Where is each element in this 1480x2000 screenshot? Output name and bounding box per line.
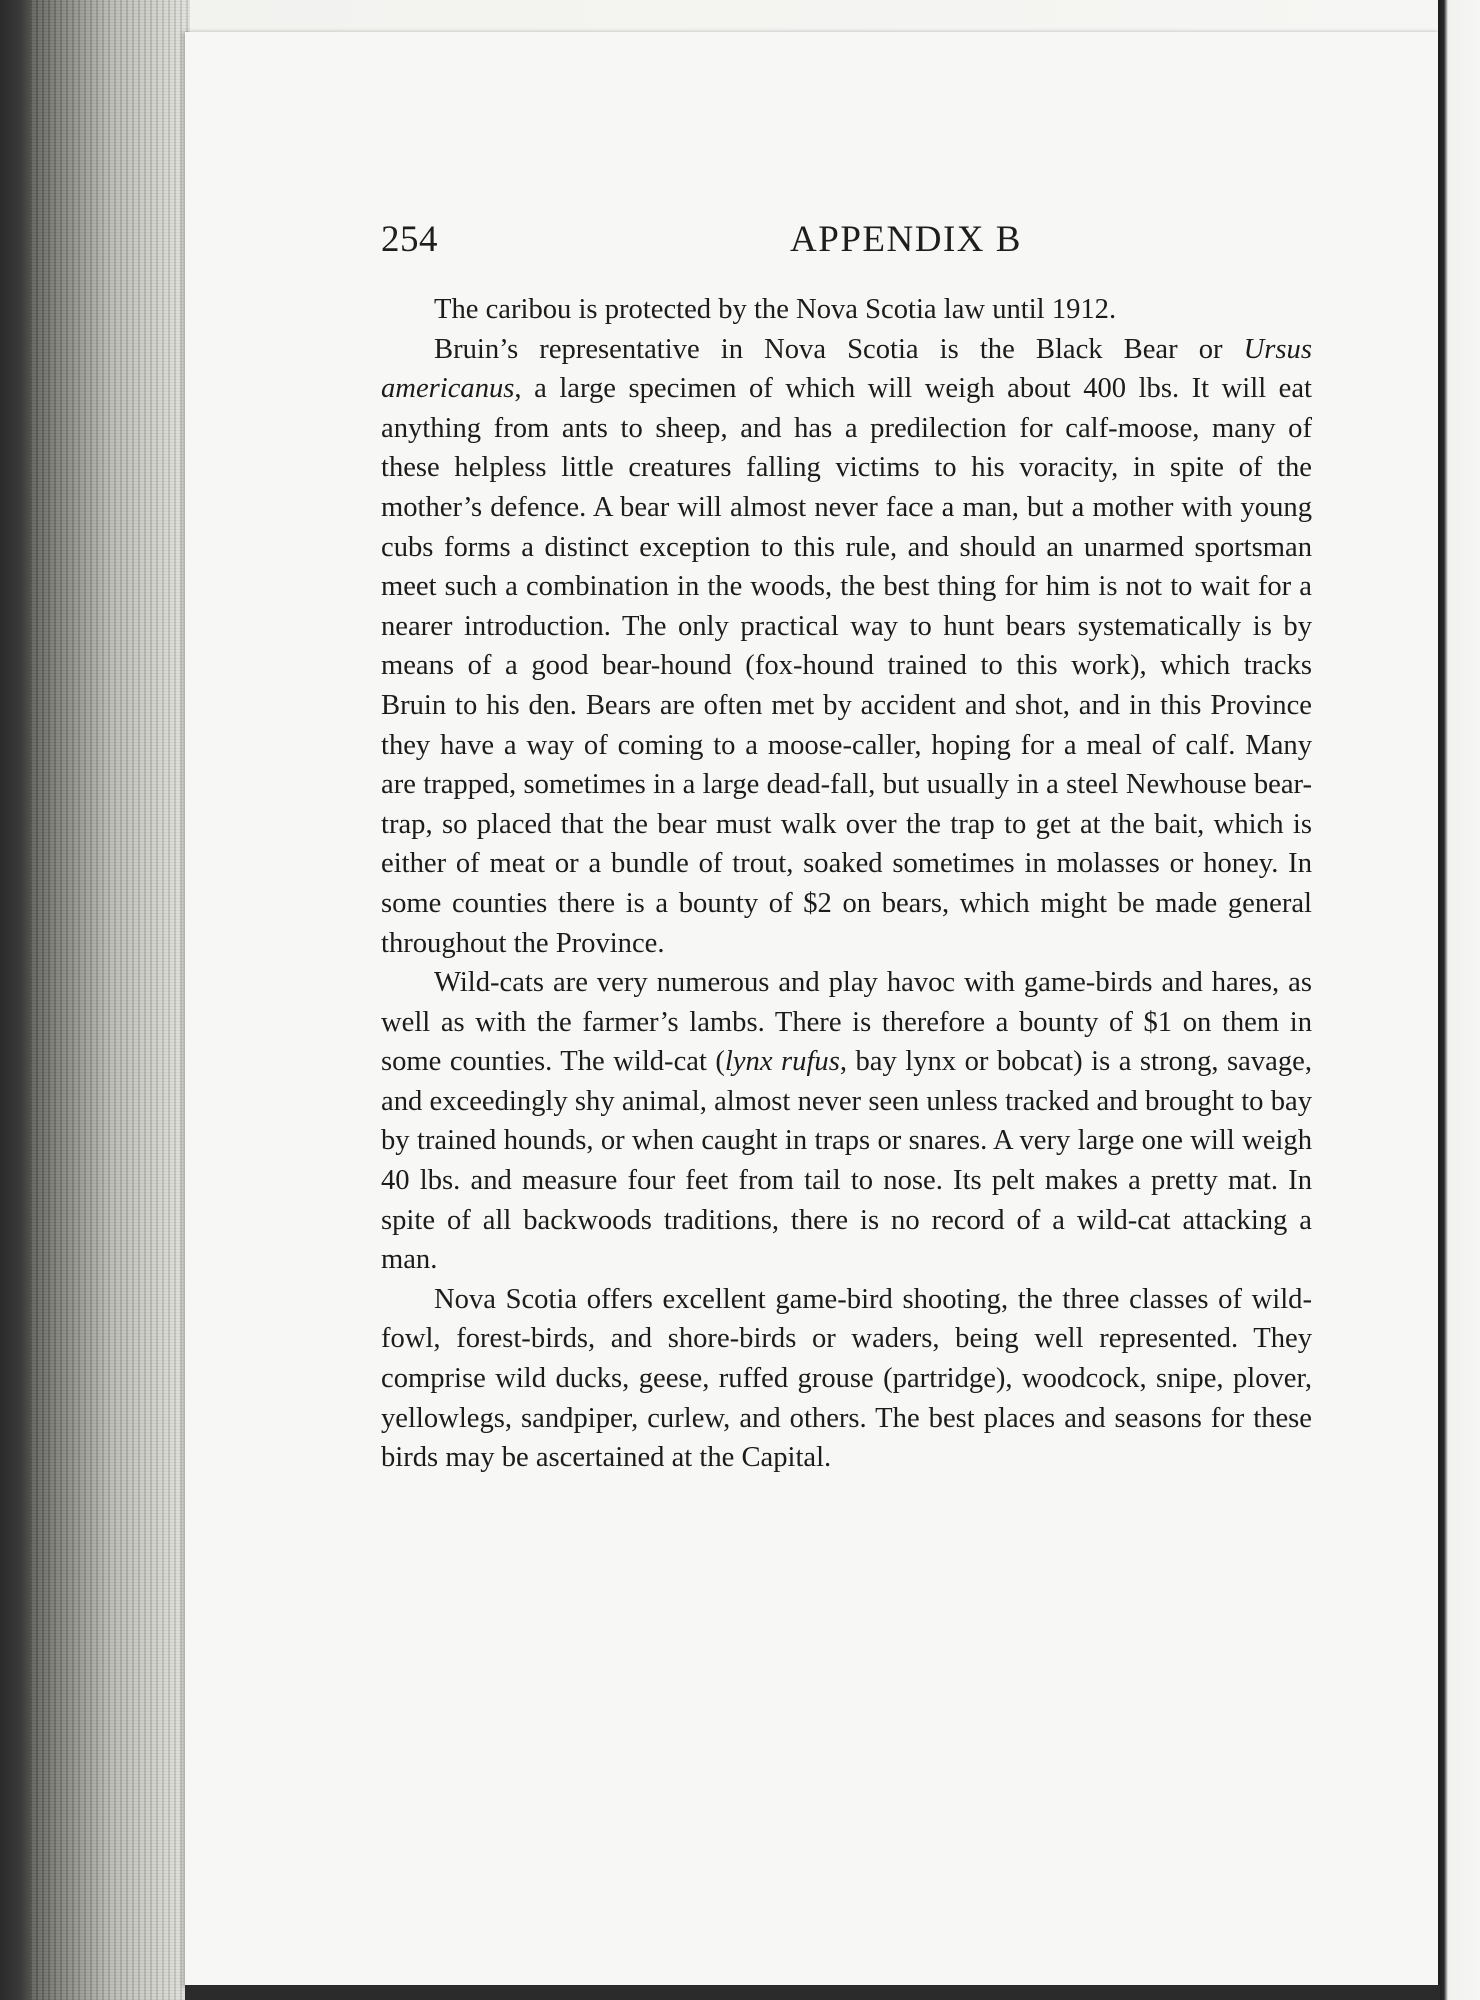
paragraph <box>381 290 1312 330</box>
page-gutter-right <box>1438 0 1480 2000</box>
text-segment: Bruin’s representative in Nova Scotia is the Black Bear or <box>434 333 1244 365</box>
text-segment: , a large specimen of which will weigh about 400 lbs. It will eat anything from ants to sheep, and has a predilection for calf-moose, many of these helpless little creatures falling victims to his voracity, in spite of the mother’s defence. A bear will almost never face a man, but a mother with young cubs forms a distinct exception to this rule, and should an unarmed sportsman meet such a combination in the woods, the best thing for him is not to wait for a nearer introduction. The only practical way to hunt bears systematically is by means of a good bear-hound (fox-hound trained to this work), which tracks Bruin to his den. Bears are often met by accident and shot, and in this Province they have a way of coming to a moose-caller, hoping for a meal of calf. Many are trapped, sometimes in a large dead-fall, but usually in a steel Newhouse bear-trap, so placed that the bear must walk over the trap to get at the bait, which is either of meat or a bundle of trout, soaked sometimes in molasses or honey. In some counties there is a bounty of $2 on bears, which might be made general throughout the Province. <box>381 373 1312 959</box>
text-segment: The caribou is protected by the Nova Scotia law until 1912. <box>434 294 1117 325</box>
italic-segment: lynx rufus <box>724 1046 840 1078</box>
paragraph <box>381 330 1312 964</box>
paragraph <box>381 963 1312 1280</box>
page-header <box>381 218 1311 268</box>
text-segment: , bay lynx or bobcat) is a strong, savage, and exceedingly shy animal, almost never seen unless tracked and brought to bay by trained hounds, or when caught in traps or snares. A very large one will weigh 40 lbs. and measure four feet from tail to nose. Its pelt makes a pretty mat. In spite of all backwoods traditions, there is no record of a wild-cat attacking a man. <box>381 1046 1312 1276</box>
text-segment: Nova Scotia offers excellent game-bird shooting, the three classes of wild-fowl, forest-birds, and shore-birds or waders, being well represented. They comprise wild ducks, geese, ruffed grouse (partridge), woodcock, snipe, plover, yellowlegs, sandpiper, curlew, and others. The best places and seasons for these birds may be ascertained at the Capital. <box>381 1283 1312 1474</box>
italic-segment: Ursus americanus <box>381 333 1312 405</box>
body-text <box>381 290 1312 1478</box>
running-head: APPENDIX B <box>790 219 1022 260</box>
page-number: 254 <box>381 219 438 260</box>
text-segment: Wild-cats are very numerous and play havoc with game-birds and hares, as well as with the farmer’s lambs. There is therefore a bounty of $1 on them in some counties. The wild-cat ( <box>381 967 1312 1078</box>
book-page-edges <box>30 0 190 2000</box>
page-bottom-shadow <box>185 1985 1440 2000</box>
paragraph <box>381 1280 1312 1478</box>
